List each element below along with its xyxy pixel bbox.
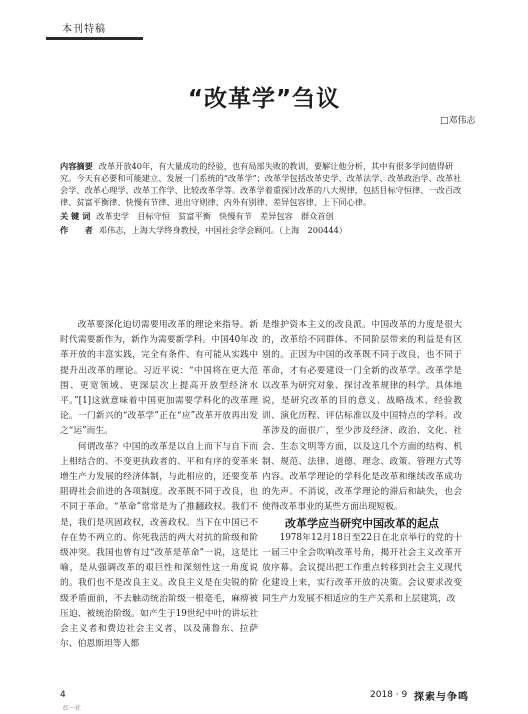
article-author: □邓伟志 bbox=[440, 116, 476, 126]
magazine-name: 探索与争鸣 bbox=[414, 692, 469, 703]
body-paragraph: 是维护资本主义的改良派。中国改革的力度是很大的，改革给不同群体、不同阶层带来的利益是有区别的。正因为中国的改革既不同于改良，也不同于革命，才有必要建设一门全新的改革学。改革学是以改革为研究对象、探讨改革规律的科学。具体地说，是研究改革的目的意义、战略战术、经验教训、演化历程、评估标准以及中国特点的学科。改革涉及的面很广，至少涉及经济、政治、文化、社会、生态文明等方面，以及这几个方面的结构、机制、规范、法律、道德、理念、政策、管理方式等内容。改革学理论的学科化是改革和继续改革成功的先声。不消说，改革学理论的滞后和缺失，也会使得改革事业的某些方面出现短板。 bbox=[262, 320, 462, 513]
keywords-label: 关 键 词 bbox=[60, 210, 91, 221]
page-number: 4 bbox=[60, 690, 66, 700]
section-bar bbox=[46, 37, 143, 40]
body-right-column bbox=[262, 318, 462, 607]
article-title: “改革学”刍议 bbox=[187, 86, 341, 112]
author-info: 邓伟志，上海大学终身教授，中国社会学会顾问。（上海 200444） bbox=[98, 224, 347, 235]
section-heading: 改革学应当研究中国改革的起点 bbox=[285, 516, 439, 530]
author-label: 作 者 bbox=[60, 224, 93, 235]
abstract-author bbox=[60, 225, 462, 237]
abstract-summary bbox=[60, 161, 462, 209]
section-label: 本刊特稿 bbox=[62, 24, 106, 35]
issue-number: 2018 · 9 bbox=[370, 690, 408, 700]
abstract-keywords bbox=[60, 211, 462, 223]
footer-stamp: 红一社 bbox=[63, 705, 82, 712]
body-paragraph: 1978年12月18日至22日在北京举行的党的十一届三中全会吹响改革号角，揭开社会主义改革开放序幕。会议提出把工作重点转移到社会主义现代化建设上来，实行改革开放的决策。会议要求改变同生产力发展不相适应的生产关系和上层建筑，改 bbox=[262, 532, 462, 604]
keywords-text: 改革史学 目标守恒 贫富平衡 快慢有节 差异包容 群众首创 bbox=[96, 210, 334, 221]
body-left-column bbox=[60, 318, 258, 652]
body-paragraph: 何谓改革？中国的改革是以自上而下与自下而上相结合的、不变更执政者的、平和有序的变革来增生产力发展的经济体制，与此相应的，还要变革阻碍社会前进的各项制度。改革既不同于改良，也不同于革命。“革命”常常是为了推翻政权。我们不是，我们是巩固政权，改善政权。当下在中国已不存在势不两立的、你死我活的两大对抗的阶级和阶级冲突。我国也曾有过“改革是革命”一说，这是比喻，是从强调改革的艰巨性和深刻性这一角度说的。我们也不是改良主义。改良主义是在尖锐的阶级矛盾面前，不去触动统治阶级一根毫毛，麻痹被压迫、被统治阶级。如产生于19世纪中叶的讲坛社会主义者和费边社会主义者，以及蒲鲁东、拉萨尔、伯恩斯坦等人都 bbox=[60, 441, 258, 650]
summary-label: 内容摘要 bbox=[60, 161, 93, 171]
summary-text: 改革开放40年，有大量成功的经验，也有局部失败的教训，要解让他分析，其中有很多学问值得研究。今天有必要和可能建立、发展一门系统的“改革学”；改革学包括改革史学、改革法学、改革政治学、改革社会学、改革心理学、改革工作学、比较改革学等。改革学着重探讨改革的八大规律，包括目标守恒律、一改百改律、贫富平衡律、快慢有节律、进出守则律、内外有别律、差异包容律、上下同心律。 bbox=[60, 161, 462, 207]
abstract-block bbox=[60, 161, 462, 236]
body-paragraph: 改革要深化迫切需要用改革的理论来指导。新时代需要新作为，新作为需要新学科。中国40年改革开放的丰富实践，完全有条件、有可能从实践中提升出改革的理论。习近平说：“中国将在更大范围、更宽领域、更深层次上提高开放型经济水平。”[1]这就意味着中国更加需要学科化的改革理论。一门新兴的“改革学”正在“应”改革开放再出发之“运”而生。 bbox=[60, 320, 258, 437]
